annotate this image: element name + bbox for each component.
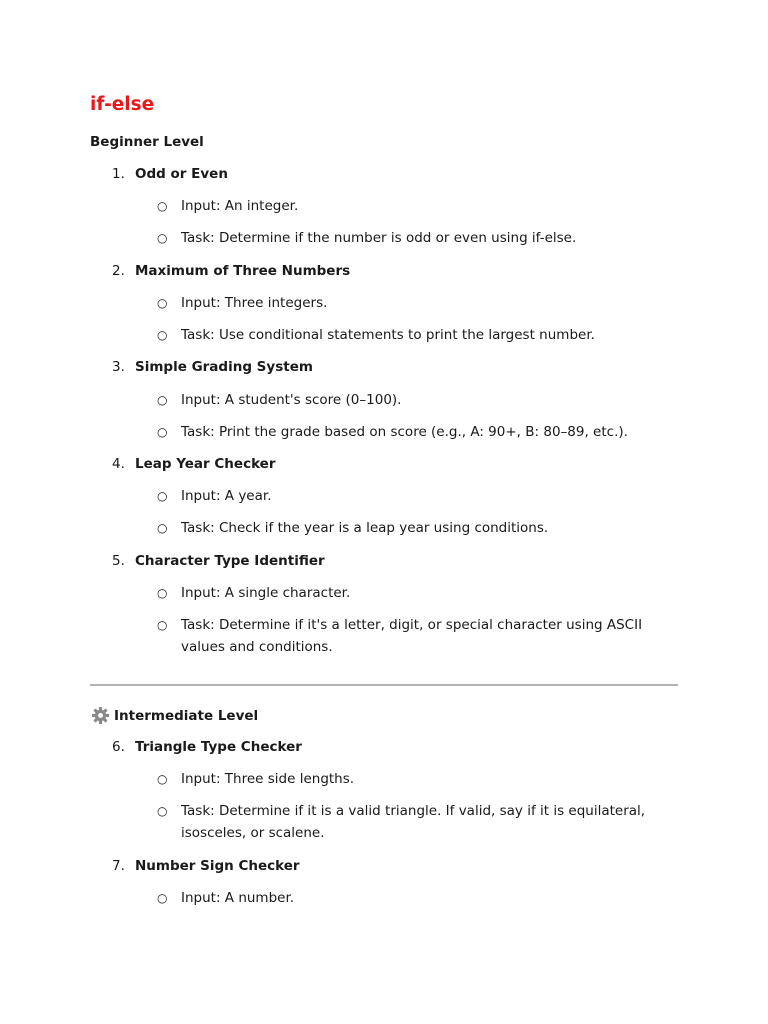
bullet-marker: ○	[157, 891, 168, 905]
bullet-text: Input: A single character.	[181, 585, 351, 601]
item-title: Odd or Even	[135, 166, 228, 182]
list-item-triangle-type	[112, 738, 302, 756]
bullet-marker: ○	[157, 199, 168, 213]
bullet-text: Task: Print the grade based on score (e.g., A: 90+, B: 80–89, etc.).	[181, 424, 628, 440]
item-number: 5.	[112, 553, 125, 569]
list-bullet	[157, 421, 677, 443]
section-heading-intermediate	[91, 706, 258, 725]
item-number: 1.	[112, 166, 125, 182]
section-heading-beginner: Beginner Level	[90, 134, 204, 150]
bullet-text: Task: Determine if it is a valid triangle. If valid, say if it is equilateral, isosceles, or scalene.	[181, 803, 646, 841]
bullet-marker: ○	[157, 586, 168, 600]
bullet-text: Input: A student's score (0–100).	[181, 392, 402, 408]
list-bullet	[157, 800, 677, 844]
item-title: Maximum of Three Numbers	[135, 263, 351, 279]
list-bullet	[157, 582, 677, 604]
item-title: Leap Year Checker	[135, 456, 276, 472]
section-heading-text: Intermediate Level	[114, 707, 259, 724]
list-item-grading-system	[112, 358, 313, 376]
list-bullet	[157, 195, 677, 217]
list-bullet	[157, 768, 677, 790]
item-number: 6.	[112, 739, 125, 755]
list-bullet	[157, 614, 677, 658]
bullet-marker: ○	[157, 231, 168, 245]
list-bullet	[157, 485, 677, 507]
item-number: 2.	[112, 263, 125, 279]
bullet-text: Input: A number.	[181, 890, 295, 906]
bullet-marker: ○	[157, 393, 168, 407]
bullet-marker: ○	[157, 328, 168, 342]
bullet-text: Task: Use conditional statements to print the largest number.	[181, 327, 595, 343]
item-title: Number Sign Checker	[135, 858, 300, 874]
item-number: 4.	[112, 456, 125, 472]
bullet-text: Input: Three side lengths.	[181, 771, 355, 787]
item-number: 7.	[112, 858, 125, 874]
list-item-maximum-of-three	[112, 262, 350, 280]
list-item-number-sign	[112, 857, 300, 875]
item-title: Triangle Type Checker	[135, 739, 302, 755]
bullet-marker: ○	[157, 489, 168, 503]
list-item-odd-or-even	[112, 165, 228, 183]
item-title: Character Type Identifier	[135, 553, 325, 569]
list-bullet	[157, 324, 677, 346]
bullet-marker: ○	[157, 425, 168, 439]
page-title: if-else	[90, 94, 155, 115]
list-bullet	[157, 517, 677, 539]
bullet-marker: ○	[157, 296, 168, 310]
bullet-text: Task: Determine if it's a letter, digit, or special character using ASCII values and conditions.	[181, 617, 643, 655]
list-bullet	[157, 227, 677, 249]
bullet-text: Input: An integer.	[181, 198, 299, 214]
bullet-marker: ○	[157, 521, 168, 535]
item-number: 3.	[112, 359, 125, 375]
list-bullet	[157, 292, 677, 314]
bullet-text: Task: Check if the year is a leap year using conditions.	[181, 520, 549, 536]
bullet-marker: ○	[157, 804, 168, 818]
bullet-text: Task: Determine if the number is odd or even using if-else.	[181, 230, 577, 246]
list-item-leap-year	[112, 455, 276, 473]
gear-icon	[91, 706, 110, 725]
bullet-text: Input: A year.	[181, 488, 272, 504]
list-item-character-type	[112, 552, 325, 570]
bullet-text: Input: Three integers.	[181, 295, 328, 311]
bullet-marker: ○	[157, 618, 168, 632]
list-bullet	[157, 887, 677, 909]
list-bullet	[157, 389, 677, 411]
horizontal-divider	[90, 684, 678, 686]
bullet-marker: ○	[157, 772, 168, 786]
item-title: Simple Grading System	[135, 359, 313, 375]
